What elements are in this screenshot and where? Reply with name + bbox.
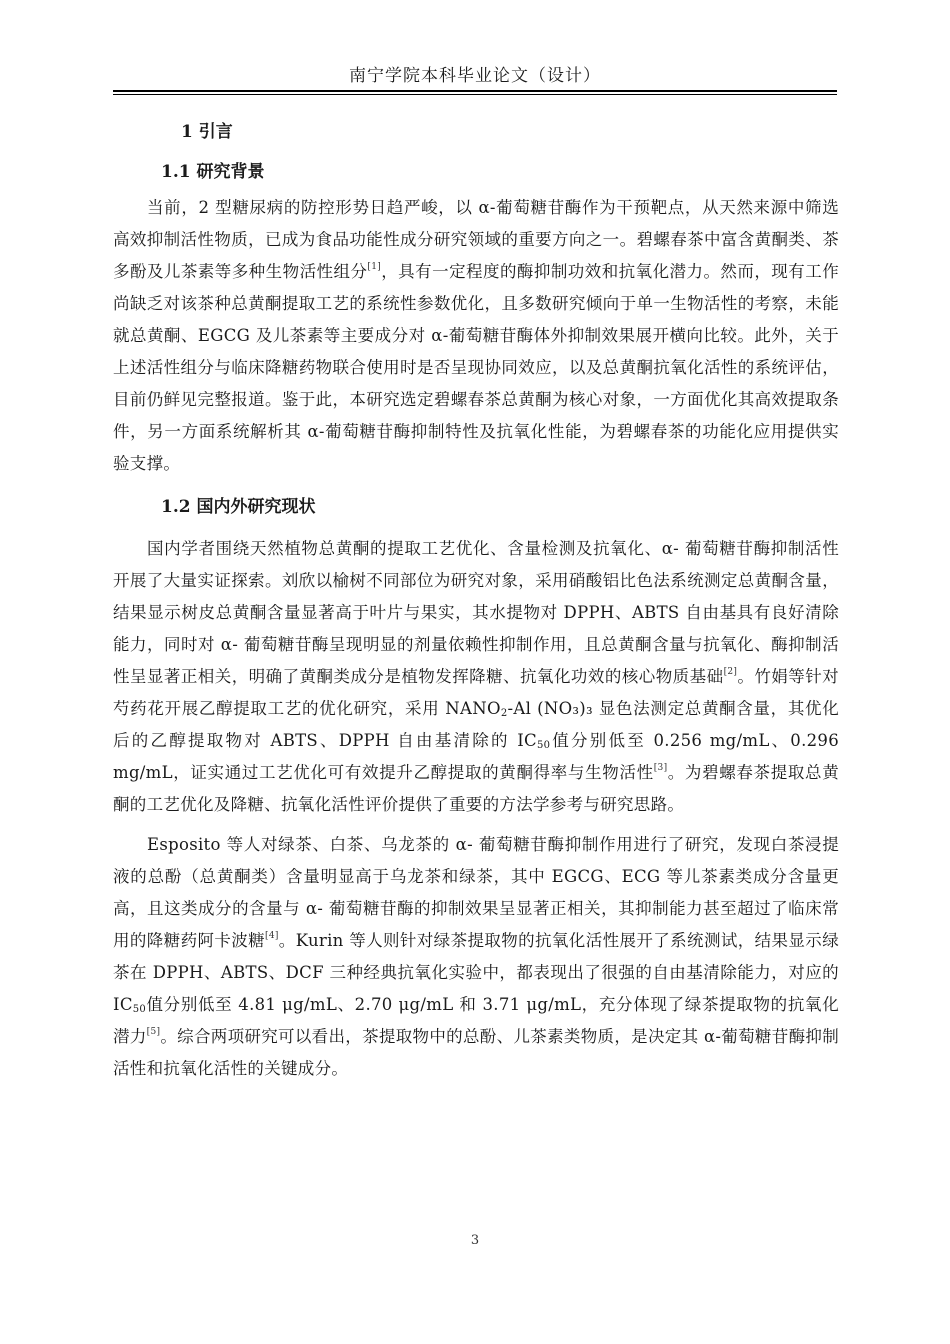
subscript: 50 <box>536 740 551 751</box>
running-header: 南宁学院本科毕业论文（设计） <box>349 66 601 86</box>
subscript: 50 <box>132 1004 147 1015</box>
citation-1[interactable]: [1] <box>367 262 382 272</box>
text-run: 值分别低至 4.81 μg/mL、2.70 μg/mL 和 3.71 μg/mL，充分体现了绿茶提取物的抗氧化潜力 <box>113 995 839 1046</box>
subsection-heading-status: 1.2 国内外研究现状 <box>161 497 316 517</box>
section-heading: 1 引言 <box>181 122 233 142</box>
text-run: 国内学者围绕天然植物总黄酮的提取工艺优化、含量检测及抗氧化、α- 葡萄糖苷酶抑制活性开展了大量实证探索。刘欣以榆树不同部位为研究对象，采用硝酸铝比色法系统测定总黄酮含量，结果显示树皮总黄酮含量显著高于叶片与果实，其水提物对 DPPH、ABTS 自由基具有良好清除能力，同时对 α- 葡萄糖苷酶呈现明显的剂量依赖性抑制作用，且总黄酮含量与抗氧化、酶抑制活性呈显著正相关，明确了黄酮类成分是植物发挥降糖、抗氧化功效的核心物质基础 <box>113 539 839 686</box>
citation-3[interactable]: [3] <box>653 763 668 773</box>
text-run: 。竹娟等针对芍药花开展乙醇提取工艺的优化研究，采用 NANO <box>113 667 839 718</box>
citation-5[interactable]: [5] <box>146 1027 161 1037</box>
text-run: 。综合两项研究可以看出，茶提取物中的总酚、儿茶素类物质，是决定其 α-葡萄糖苷酶抑制活性和抗氧化活性的关键成分。 <box>113 1027 839 1078</box>
text-run: Esposito 等人对绿茶、白茶、乌龙茶的 α- 葡萄糖苷酶抑制作用进行了研究，发现白茶浸提液的总酚（总黄酮类）含量明显高于乌龙茶和绿茶，其中 EGCG、ECG 等儿茶素类成分含量更高，且这类成分的含量与 α- 葡萄糖苷酶的抑制效果呈显著正相关，其抑制能力甚至超过了临床常用的降糖药阿卡波糖 <box>113 835 839 950</box>
text-run: 当前，2 型糖尿病的防控形势日趋严峻，以 α-葡萄糖苷酶作为干预靶点，从天然来源中筛选高效抑制活性物质，已成为食品功能性成分研究领域的重要方向之一。碧螺春茶中富含黄酮类、茶多酚及儿茶素等多种生物活性组分 <box>113 198 839 281</box>
header-rule <box>113 90 837 92</box>
paragraph-domestic-research <box>113 533 839 821</box>
subsection-heading-background: 1.1 研究背景 <box>161 162 265 182</box>
text-run: ，具有一定程度的酶抑制功效和抗氧化潜力。然而，现有工作尚缺乏对该茶种总黄酮提取工艺的系统性参数优化，且多数研究倾向于单一生物活性的考察，未能就总黄酮、EGCG 及儿茶素等主要成分对 α-葡萄糖苷酶体外抑制效果展开横向比较。此外，关于上述活性组分与临床降糖药物联合使用时是否呈现协同效应，以及总黄酮抗氧化活性的系统评估，目前仍鲜见完整报道。鉴于此，本研究选定碧螺春茶总黄酮为核心对象，一方面优化其高效提取条件，另一方面系统解析其 α-葡萄糖苷酶抑制特性及抗氧化性能，为碧螺春茶的功能化应用提供实验支撑。 <box>113 262 839 473</box>
citation-2[interactable]: [2] <box>723 667 738 677</box>
text-run: 。Kurin 等人则针对绿茶提取物的抗氧化活性展开了系统测试，结果显示绿茶在 DPPH、ABTS、DCF 三种经典抗氧化实验中，都表现出了很强的自由基清除能力，对应的 IC <box>113 931 839 1014</box>
header-rule-thin <box>113 94 837 95</box>
text-run: -Al (NO₃)₃ 显色法测定总黄酮含量，其优化后的乙醇提取物对 ABTS、DPPH 自由基清除的 IC <box>113 699 839 750</box>
body-text <box>113 112 839 1085</box>
subscript: 2 <box>500 708 508 719</box>
text-run: 。为碧螺春茶提取总黄酮的工艺优化及降糖、抗氧化活性评价提供了重要的方法学参考与研究思路。 <box>113 763 839 814</box>
paragraph-background <box>113 192 839 480</box>
citation-4[interactable]: [4] <box>265 931 279 941</box>
page-number: 3 <box>470 1233 480 1248</box>
paragraph-foreign-research <box>113 829 839 1085</box>
text-run: 值分别低至 0.256 mg/mL、0.296 mg/mL，证实通过工艺优化可有效提升乙醇提取的黄酮得率与生物活性 <box>113 731 840 782</box>
